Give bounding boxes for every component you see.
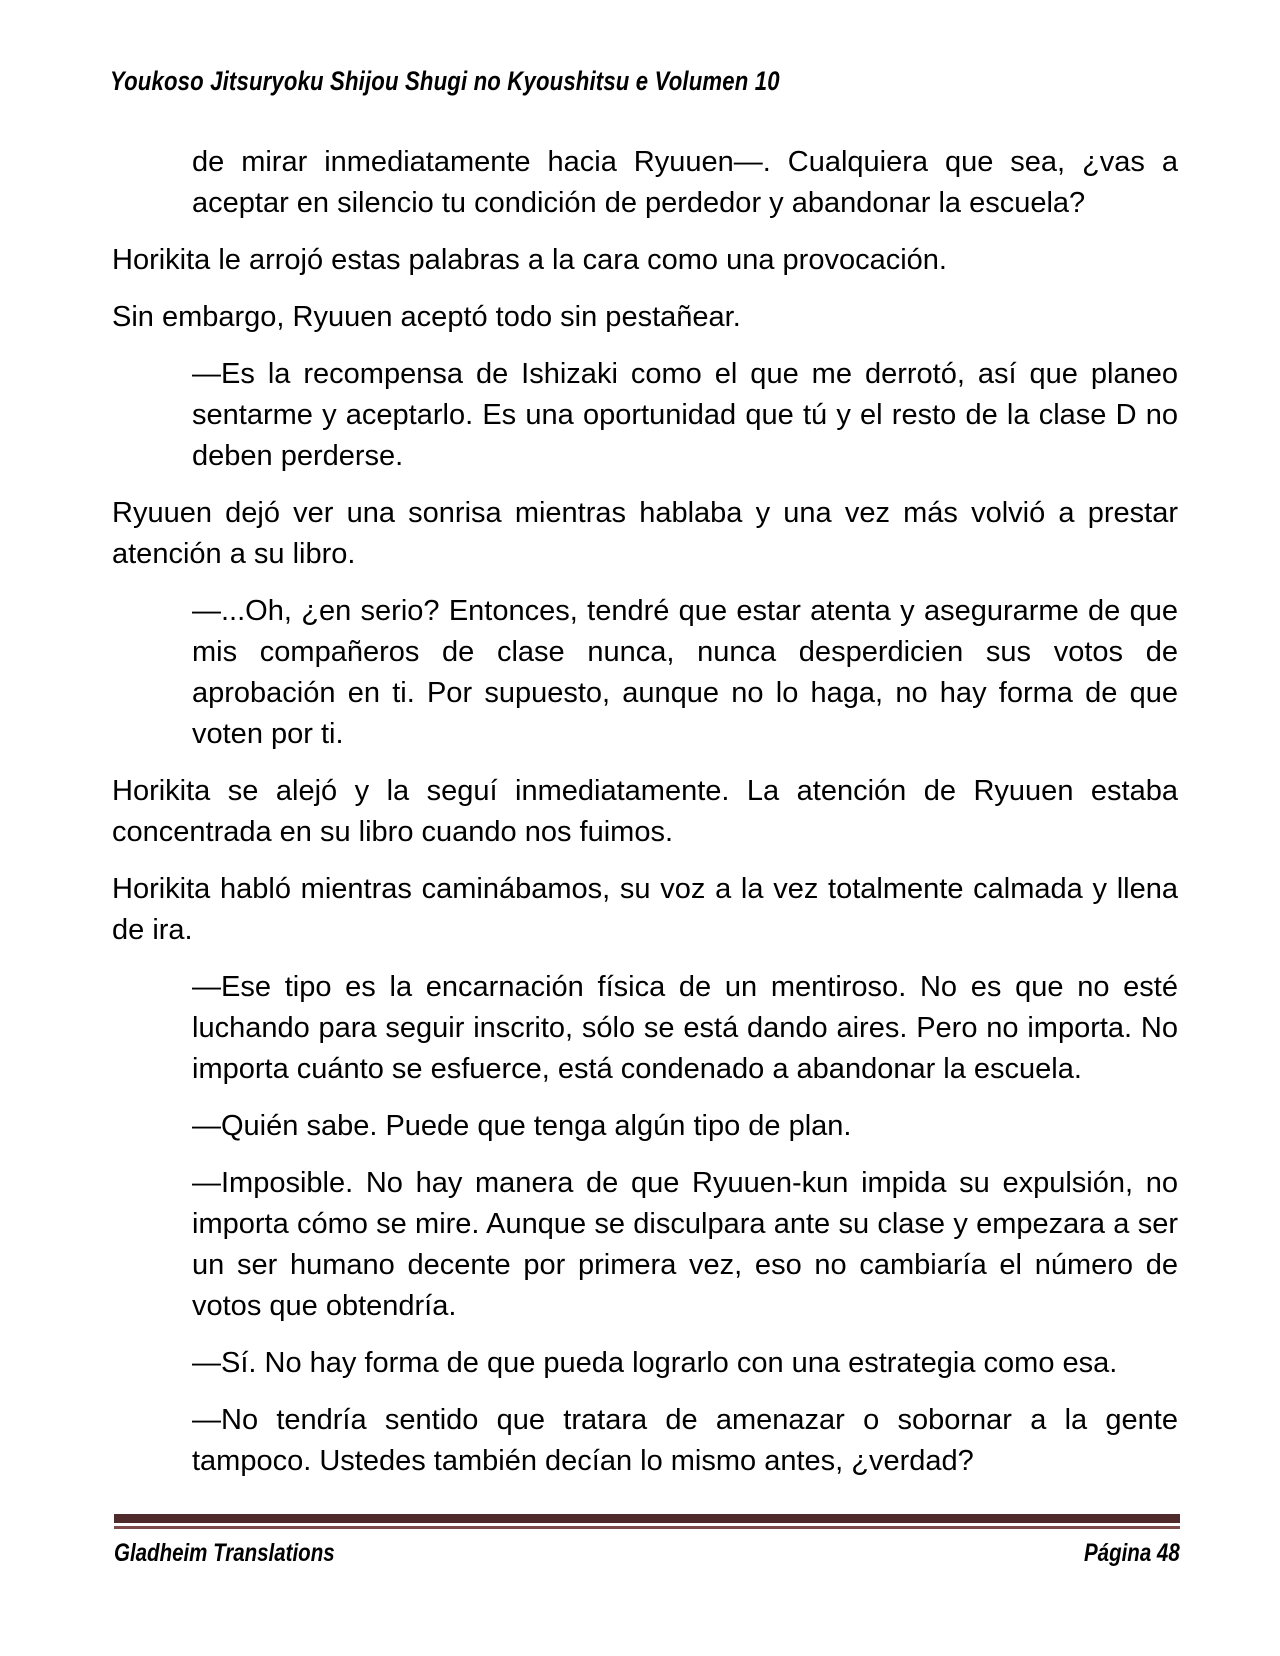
paragraph: —No tendría sentido que tratara de amenazar o sobornar a la gente tampoco. Ustedes también decían lo mismo antes, ¿verdad? bbox=[192, 1404, 1178, 1477]
paragraph: —...Oh, ¿en serio? Entonces, tendré que estar atenta y asegurarme de que mis compañeros de clase nunca, nunca desperdicien sus votos de aprobación en ti. Por supuesto, aunque no lo haga, no hay forma de que voten por ti. bbox=[192, 595, 1178, 750]
paragraph: Horikita se alejó y la seguí inmediatamente. La atención de Ryuuen estaba concentrada en su libro cuando nos fuimos. bbox=[112, 775, 1178, 848]
paragraph: —Quién sabe. Puede que tenga algún tipo de plan. bbox=[192, 1110, 852, 1142]
paragraph: —Es la recompensa de Ishizaki como el que me derrotó, así que planeo sentarme y aceptarlo. Es una oportunidad que tú y el resto de la clase D no deben perderse. bbox=[192, 358, 1178, 472]
paragraph: —Ese tipo es la encarnación física de un mentiroso. No es que no esté luchando para seguir inscrito, sólo se está dando aires. Pero no importa. No importa cuánto se esfuerce, está condenado a abandonar la escuela. bbox=[192, 971, 1178, 1085]
page-footer bbox=[114, 1514, 1180, 1568]
paragraph: Horikita habló mientras caminábamos, su voz a la vez totalmente calmada y llena de ira. bbox=[112, 873, 1178, 946]
footer-row bbox=[114, 1539, 1180, 1568]
paragraph: —Sí. No hay forma de que pueda lograrlo con una estrategia como esa. bbox=[192, 1347, 1118, 1379]
page-header bbox=[110, 66, 927, 97]
paragraph: de mirar inmediatamente hacia Ryuuen—. Cualquiera que sea, ¿vas a aceptar en silencio tu condición de perdedor y abandonar la escuela? bbox=[192, 146, 1178, 219]
paragraph: Ryuuen dejó ver una sonrisa mientras hablaba y una vez más volvió a prestar atención a su libro. bbox=[112, 497, 1178, 570]
footer-rule-thick bbox=[114, 1514, 1180, 1523]
paragraph: Horikita le arrojó estas palabras a la cara como una provocación. bbox=[112, 244, 947, 276]
footer-rule-thin bbox=[114, 1526, 1180, 1529]
document-body bbox=[112, 142, 1178, 1498]
footer-page-number: Página 48 bbox=[1084, 1539, 1180, 1567]
paragraph: Sin embargo, Ryuuen aceptó todo sin pestañear. bbox=[112, 301, 741, 333]
paragraph: —Imposible. No hay manera de que Ryuuen-kun impida su expulsión, no importa cómo se mire. Aunque se disculpara ante su clase y empezara a ser un ser humano decente por primera vez, eso no cambiaría el número de votos que obtendría. bbox=[192, 1167, 1178, 1322]
header-title: Youkoso Jitsuryoku Shijou Shugi no Kyoushitsu e Volumen 10 bbox=[110, 66, 780, 96]
footer-translator-label: Gladheim Translations bbox=[114, 1539, 335, 1567]
